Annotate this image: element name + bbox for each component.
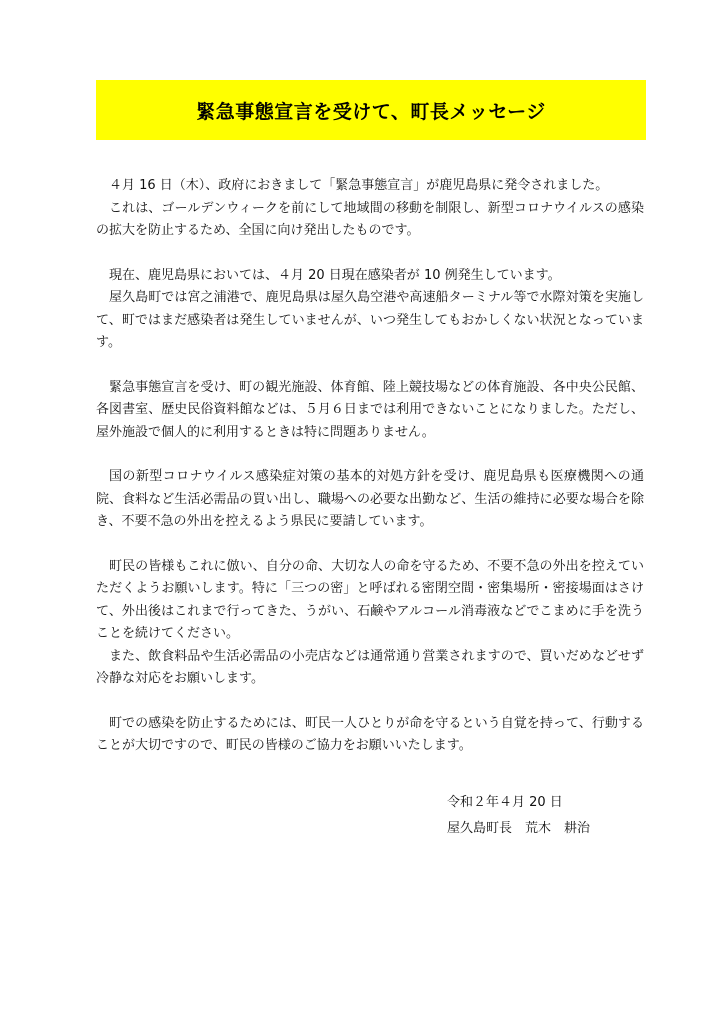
paragraph: 屋久島町では宮之浦港で、鹿児島県は屋久島空港や高速船ターミナル等で水際対策を実施して、町ではまだ感染者は発生していませんが、いつ発生してもおかしくない状況となっています。: [96, 290, 644, 350]
message-section-3: [96, 377, 644, 445]
message-section-4: [96, 466, 644, 534]
message-section-6: [96, 713, 644, 758]
signature-date: 令和２年４月 20 日: [447, 795, 563, 810]
message-section-5: [96, 556, 644, 691]
signature-name: 屋久島町長 荒木 耕治: [447, 821, 591, 836]
message-section-2: [96, 265, 644, 355]
page-title: 緊急事態宣言を受けて、町長メッセージ: [196, 100, 546, 123]
paragraph: ４月 16 日（木）、政府におきまして「緊急事態宣言」が鹿児島県に発令されました。: [109, 178, 609, 193]
paragraph: 緊急事態宣言を受け、町の観光施設、体育館、陸上競技場などの体育施設、各中央公民館、各図書室、歴史民俗資料館などは、５月６日までは利用できないことになりました。ただし、屋外施設で個人的に利用するときは特に問題ありません。: [96, 379, 644, 440]
message-section-1: [96, 175, 644, 243]
paragraph: また、飲食料品や生活必需品の小売店などは通常通り営業されますので、買いだめなどせず冷静な対応をお願いします。: [96, 648, 644, 686]
paragraph: 国の新型コロナウイルス感染症対策の基本的対処方針を受け、鹿児島県も医療機関への通院、食料など生活必需品の買い出し、職場への必要な出勤など、生活の維持に必要な場合を除き、不要不急の外出を控えるよう県民に要請しています。: [96, 469, 644, 529]
title-banner: [96, 80, 646, 140]
paragraph: 町での感染を防止するためには、町民一人ひとりが命を守るという自覚を持って、行動することが大切ですので、町民の皆様のご協力をお願いいたします。: [96, 715, 644, 753]
paragraph: 町民の皆様もこれに倣い、自分の命、大切な人の命を守るため、不要不急の外出を控えていただくようお願いします。特に「三つの密」と呼ばれる密閉空間・密集場所・密接場面はさけて、外出後はこれまで行ってきた、うがい、石鹸やアルコール消毒液などでこまめに手を洗うことを続けてください。: [96, 558, 644, 641]
paragraph: これは、ゴールデンウィークを前にして地域間の移動を制限し、新型コロナウイルスの感染の拡大を防止するため、全国に向け発出したものです。: [96, 200, 644, 238]
paragraph: 現在、鹿児島県においては、４月 20 日現在感染者が 10 例発生しています。: [109, 267, 561, 283]
signature-block: [447, 790, 590, 842]
message-body: [96, 175, 644, 780]
